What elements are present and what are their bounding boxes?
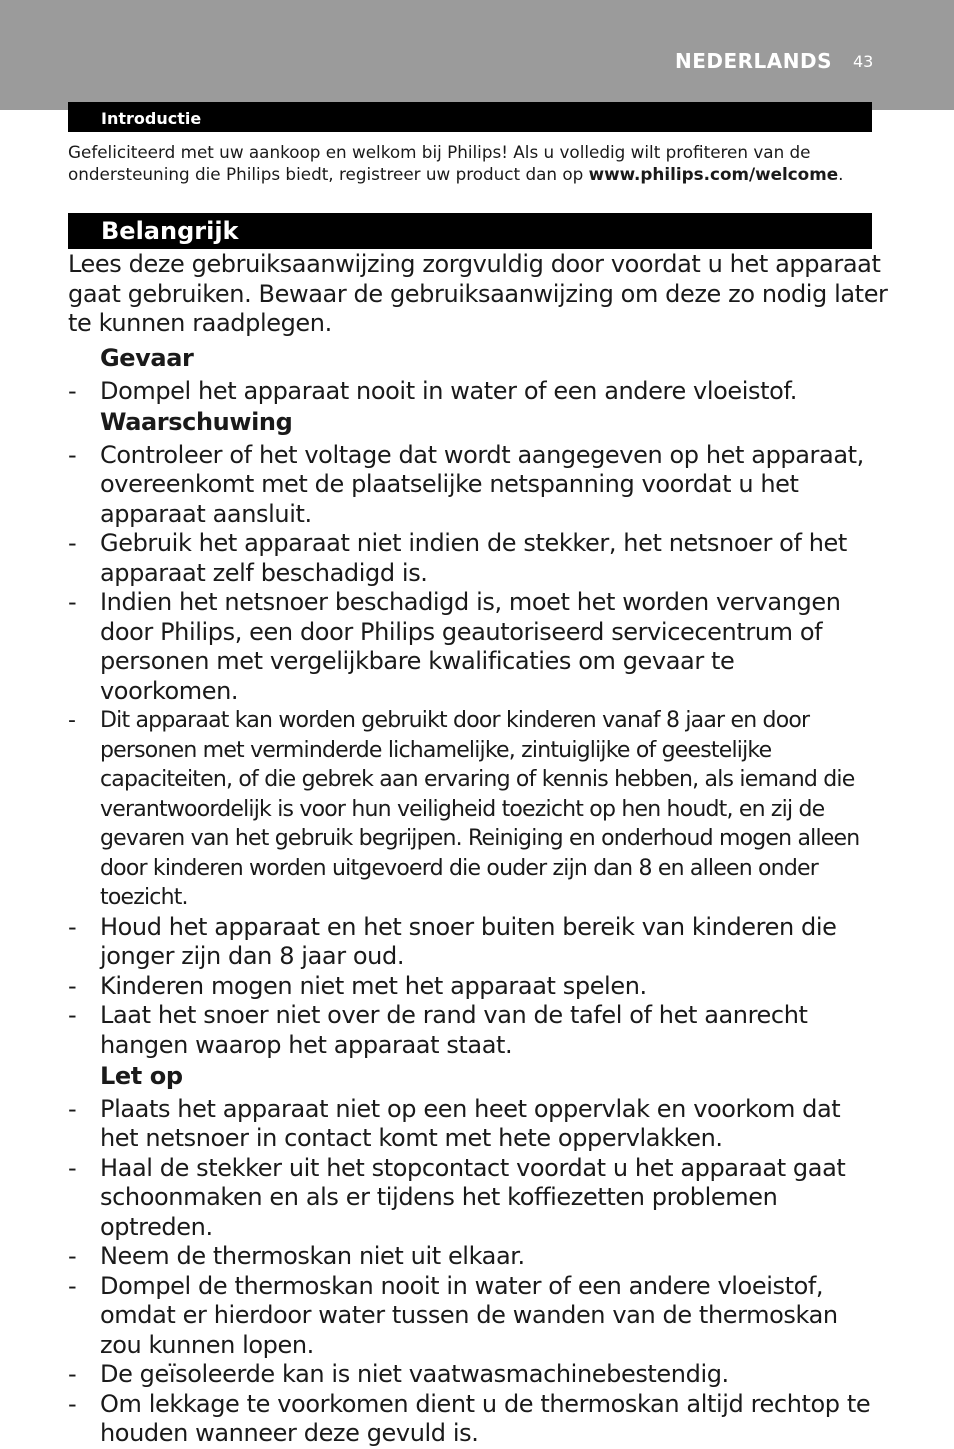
bullet-dash: - (68, 1360, 77, 1388)
welcome-url: www.philips.com/welcome (588, 164, 839, 184)
list-item-text: Plaats het apparaat niet op een heet oppervlak en voorkom dat het netsnoer in contact komt met hete oppervlakken. (100, 1094, 841, 1152)
bullet-dash: - (68, 529, 77, 557)
list-item-text: Laat het snoer niet over de rand van de tafel of het aanrecht hangen waarop het apparaat staat. (100, 1001, 808, 1059)
list-item (68, 1154, 878, 1243)
list-item-text: Haal de stekker uit het stopcontact voordat u het apparaat gaat schoonmaken en als er tijdens het koffiezetten problemen optreden. (100, 1153, 846, 1241)
bullet-dash: - (68, 708, 76, 733)
list-item (68, 1272, 878, 1361)
list-item (68, 377, 878, 407)
list-item (68, 441, 878, 530)
section-heading-intro: Introductie (68, 102, 872, 132)
list-item-text: Dit apparaat kan worden gebruikt door kinderen vanaf 8 jaar en door personen met verminderde lichamelijke, zintuiglijke of geestelijke capaciteiten, of die gebrek aan ervaring of kennis hebben, als iemand die verantwoordelijk is voor hun veiligheid toezicht op hen houdt, en zij de gevaren van het gebruik begrijpen. Reiniging en onderhoud mogen alleen door kinderen worden uitgevoerd die ouder zijn dan 8 en alleen onder toezicht. (100, 708, 860, 910)
list-item (68, 1095, 878, 1154)
list-item (68, 913, 878, 972)
language-label: NEDERLANDS (674, 49, 832, 73)
bullet-dash: - (68, 1389, 77, 1418)
list-item-text: Houd het apparaat en het snoer buiten bereik van kinderen die jonger zijn dan 8 jaar oud. (100, 912, 837, 970)
bullet-dash: - (68, 912, 77, 941)
page-number: 43 (853, 52, 874, 71)
list-item (68, 972, 878, 1002)
bullet-dash: - (68, 1001, 77, 1029)
list-item (68, 706, 878, 913)
intro-paragraph (68, 141, 888, 185)
lead-paragraph: Lees deze gebruiksaanwijzing zorgvuldig door voordat u het apparaat gaat gebruiken. Bewaar de gebruiksaanwijzing om deze zo nodig later te kunnen raadplegen. (68, 250, 888, 337)
bullet-dash: - (68, 1153, 77, 1182)
list-item (68, 1242, 878, 1272)
list-item-text: De geïsoleerde kan is niet vaatwasmachinebestendig. (100, 1360, 729, 1388)
list-item (68, 529, 878, 588)
bullet-dash: - (68, 971, 77, 1000)
list-item-text: Dompel het apparaat nooit in water of een andere vloeistof. (100, 376, 797, 405)
subheading-danger: Gevaar (100, 344, 194, 372)
subheading-warning: Waarschuwing (100, 408, 293, 436)
safety-content (68, 342, 878, 1449)
section-heading-important: Belangrijk (68, 213, 872, 249)
intro-text-end: . (838, 164, 844, 184)
list-item-text: Controleer of het voltage dat wordt aangegeven op het apparaat, overeenkomt met de plaatselijke netspanning voordat u het apparaat aansluit. (100, 440, 864, 528)
list-item (68, 1390, 878, 1449)
bullet-dash: - (68, 376, 77, 405)
list-item-text: Dompel de thermoskan nooit in water of een andere vloeistof, omdat er hierdoor water tussen de wanden van de thermoskan zou kunnen lopen. (100, 1271, 838, 1359)
bullet-dash: - (68, 1094, 77, 1123)
list-item (68, 1360, 878, 1390)
list-item (68, 1001, 878, 1060)
list-item (68, 588, 878, 706)
list-item-text: Kinderen mogen niet met het apparaat spelen. (100, 971, 647, 1000)
list-item-text: Indien het netsnoer beschadigd is, moet het worden vervangen door Philips, een door Philips geautoriseerd servicecentrum of personen met vergelijkbare kwalificaties om gevaar te voorkomen. (100, 588, 841, 705)
list-item-text: Om lekkage te voorkomen dient u de thermoskan altijd rechtop te houden wanneer deze gevuld is. (100, 1389, 871, 1447)
bullet-dash: - (68, 588, 77, 616)
bullet-dash: - (68, 1242, 77, 1270)
bullet-dash: - (68, 440, 77, 469)
bullet-dash: - (68, 1271, 77, 1300)
intro-text: Gefeliciteerd met uw aankoop en welkom bij Philips! Als u volledig wilt profiteren van de ondersteuning die Philips biedt, registreer uw product dan op (68, 142, 811, 184)
subheading-caution: Let op (100, 1062, 183, 1090)
list-item-text: Gebruik het apparaat niet indien de stekker, het netsnoer of het apparaat zelf beschadigd is. (100, 529, 847, 587)
list-item-text: Neem de thermoskan niet uit elkaar. (100, 1242, 525, 1270)
